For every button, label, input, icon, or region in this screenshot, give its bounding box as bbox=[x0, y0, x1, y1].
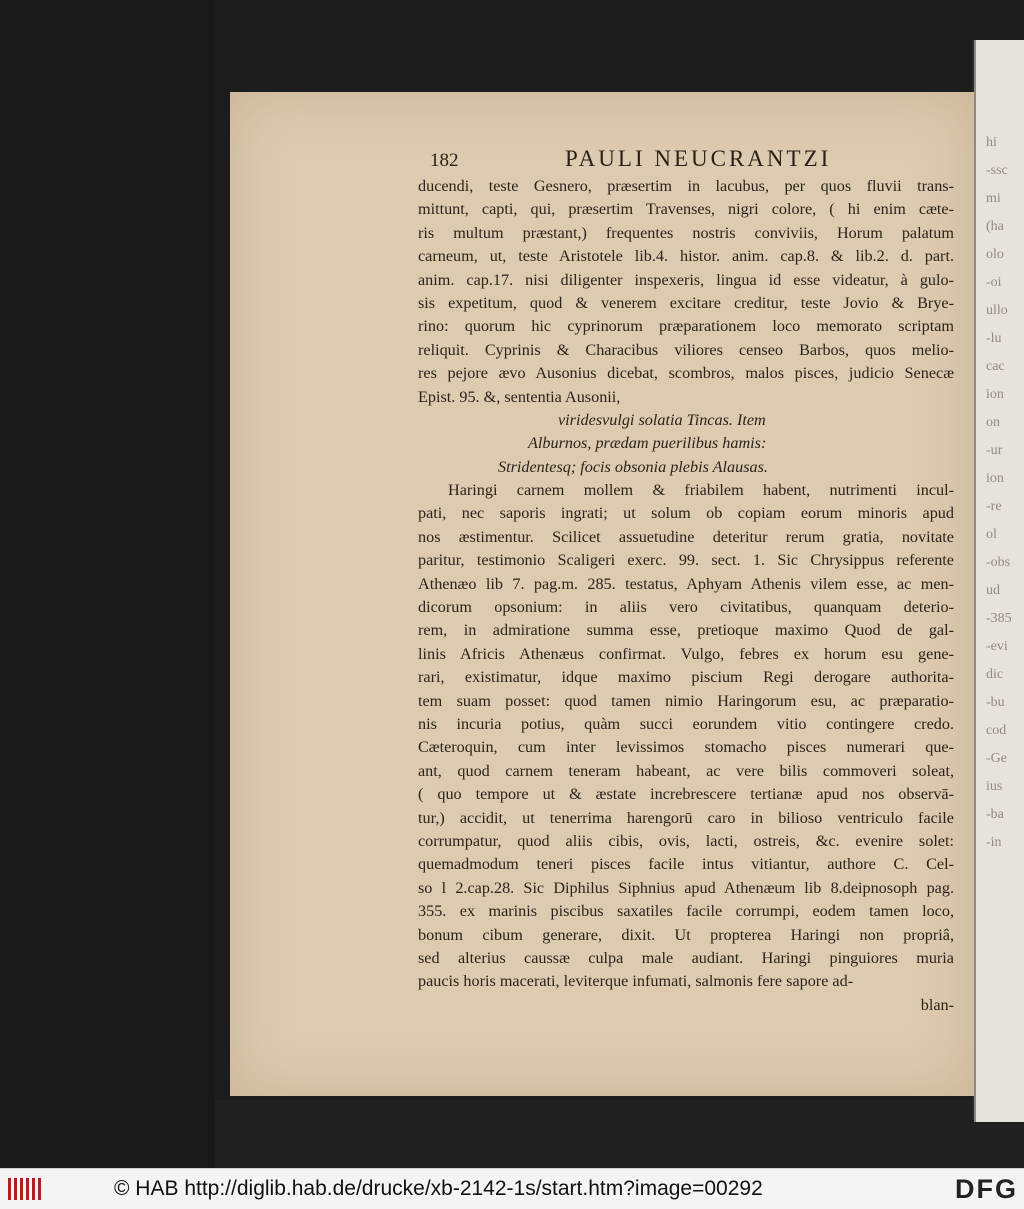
viewer-footer bbox=[0, 1168, 1024, 1209]
text-line: reliquit. Cyprinis & Characibus viliores censeo Barbos, quos melio- bbox=[418, 340, 954, 359]
text-line: rem, in admiratione summa esse, pretioque maximo Quod de gal- bbox=[418, 621, 954, 640]
text-line: pati, nec saporis ingrati; ut solum ob copiam eorum minoris apud bbox=[418, 504, 954, 523]
text-line: tur,) accidit, ut tenerrima harengorū caro in bilioso ventriculo facile bbox=[418, 808, 954, 827]
text-line: Haringi carnem mollem & friabilem habent, nutrimenti incul- bbox=[448, 481, 954, 500]
facing-page-text: ullo bbox=[986, 303, 1008, 318]
text-line: sed alterius caussæ culpa male audiant. Haringi pinguiores muria bbox=[418, 948, 954, 967]
text-line: ant, quod carnem teneram habeant, ac vere bilis commoveri soleat, bbox=[418, 761, 954, 780]
text-line: corrumpatur, quod aliis cibis, ovis, lacti, ostreis, &c. evenire solet: bbox=[418, 831, 954, 850]
facing-page-text: ion bbox=[986, 387, 1004, 402]
hab-logo-icon[interactable] bbox=[6, 1175, 46, 1203]
facing-page-text: ol bbox=[986, 527, 997, 542]
facing-page-text: ion bbox=[986, 471, 1004, 486]
text-line: Stridentesq; focis obsonia plebis Alausas. bbox=[498, 457, 768, 476]
text-line: Alburnos, prædam puerilibus hamis: bbox=[528, 434, 767, 453]
facing-page-text: (ha bbox=[986, 219, 1004, 234]
text-line: rino: quorum hic cyprinorum præparationem loco memorato scriptam bbox=[418, 317, 954, 336]
facing-page-text: -oi bbox=[986, 275, 1002, 290]
text-line: mittunt, capti, qui, præsertim Travenses, nigri colore, ( hi enim cæte- bbox=[418, 200, 954, 219]
scanner-background-bottom bbox=[215, 1100, 1024, 1168]
text-line: rari, existimatur, idque maximo piscium Regi derogare authorita- bbox=[418, 668, 954, 687]
facing-page-text: ius bbox=[986, 779, 1003, 794]
text-line: nos æstimentur. Scilicet assuetudine deteritur rerum gratia, novitate bbox=[418, 527, 954, 546]
facing-page-text: cac bbox=[986, 359, 1005, 374]
facing-page-text: -ssc bbox=[986, 163, 1008, 178]
text-line: so l 2.cap.28. Sic Diphilus Siphnius apud Athenæum lib 8.deipnosoph pag. bbox=[418, 878, 954, 897]
text-line: dicorum opsonium: in aliis vero civitatibus, quanquam deterio- bbox=[418, 598, 954, 617]
text-line: Epist. 95. &, sententia Ausonii, bbox=[418, 387, 621, 406]
text-line: viridesvulgi solatia Tincas. Item bbox=[558, 410, 766, 429]
facing-page-text: -evi bbox=[986, 639, 1008, 654]
running-head: PAULI NEUCRANTZI bbox=[565, 146, 832, 171]
text-line: nis incuria potius, quàm succi eorundem vitio contingere credo. bbox=[418, 714, 954, 733]
text-line: anim. cap.17. nisi diligenter inspexeris, lingua id esse videatur, à gulo- bbox=[418, 270, 954, 289]
text-line: paucis horis macerati, leviterque infumati, salmonis fere sapore ad- bbox=[418, 972, 854, 991]
facing-page-text: mi bbox=[986, 191, 1001, 206]
text-line: ducendi, teste Gesnero, præsertim in lacubus, per quos fluvii trans- bbox=[418, 177, 954, 195]
facing-page-text: -in bbox=[986, 835, 1002, 850]
facing-page-text: -ur bbox=[986, 443, 1003, 458]
dfg-logo[interactable]: DFG bbox=[955, 1174, 1018, 1204]
body-text bbox=[418, 175, 954, 1017]
facing-page-text: -ba bbox=[986, 807, 1004, 822]
scanner-background-top bbox=[215, 0, 1024, 92]
facing-page-text: hi bbox=[986, 135, 997, 150]
text-line: carneum, ut, teste Aristotele lib.4. histor. anim. cap.8. & lib.2. d. part. bbox=[418, 247, 954, 266]
scanner-background-left bbox=[0, 0, 215, 1168]
text-line: linis Africis Athenæus confirmat. Vulgo, febres ex horum esu gene- bbox=[418, 644, 954, 663]
text-line: quemadmodum teneri pisces facile intus vitiantur, authore C. Cel- bbox=[418, 855, 954, 874]
text-line: ( quo tempore ut & æstate increbrescere tertianæ apud nos observā- bbox=[418, 785, 954, 804]
text-line: ris multum præstant,) frequentes nostris conviviis, Horum palatum bbox=[418, 223, 954, 242]
text-line: res pejore ævo Ausonius dicebat, scombros, malos pisces, judicio Senecæ bbox=[418, 364, 954, 383]
text-line: blan- bbox=[920, 995, 954, 1014]
copyright-link[interactable]: © HAB http://diglib.hab.de/drucke/xb-2142-1s/start.htm?image=00292 bbox=[114, 1177, 763, 1200]
facing-page-text: dic bbox=[986, 667, 1004, 682]
facing-page-text: olo bbox=[986, 247, 1004, 262]
text-line: tem suam posset: quod tamen nimio Haringorum esu, ac præparatio- bbox=[418, 691, 954, 710]
book-page bbox=[230, 92, 974, 1096]
text-line: bonum cibum generare, dixit. Ut propterea Haringi non propriâ, bbox=[418, 925, 954, 944]
facing-page-text: cod bbox=[986, 723, 1007, 738]
facing-page-text: -obs bbox=[986, 555, 1011, 570]
facing-page-text: on bbox=[986, 415, 1000, 430]
facing-page-text: -lu bbox=[986, 331, 1002, 346]
text-line: Athenæo lib 7. pag.m. 285. testatus, Aphyam Athenis vilem esse, ac men- bbox=[418, 574, 954, 593]
facing-page-text: -re bbox=[986, 499, 1002, 514]
facing-page-text: -Ge bbox=[986, 751, 1007, 766]
facing-page-text: -385 bbox=[986, 611, 1012, 626]
text-line: paritur, testimonio Scaligeri exerc. 99. sect. 1. Sic Chrysippus referente bbox=[418, 551, 954, 570]
page-number: 182 bbox=[430, 150, 459, 171]
facing-page-text: -bu bbox=[986, 695, 1005, 710]
text-line: Cæteroquin, cum inter levissimos stomacho pisces numerari que- bbox=[418, 738, 954, 757]
text-line: 355. ex marinis piscibus saxatiles facile corrumpi, eodem tamen loco, bbox=[418, 902, 954, 921]
facing-page-text: ud bbox=[986, 583, 1000, 598]
text-line: sis expetitum, quod & venerem excitare creditur, teste Jovio & Brye- bbox=[418, 293, 954, 312]
facing-page-edge bbox=[974, 40, 1024, 1122]
